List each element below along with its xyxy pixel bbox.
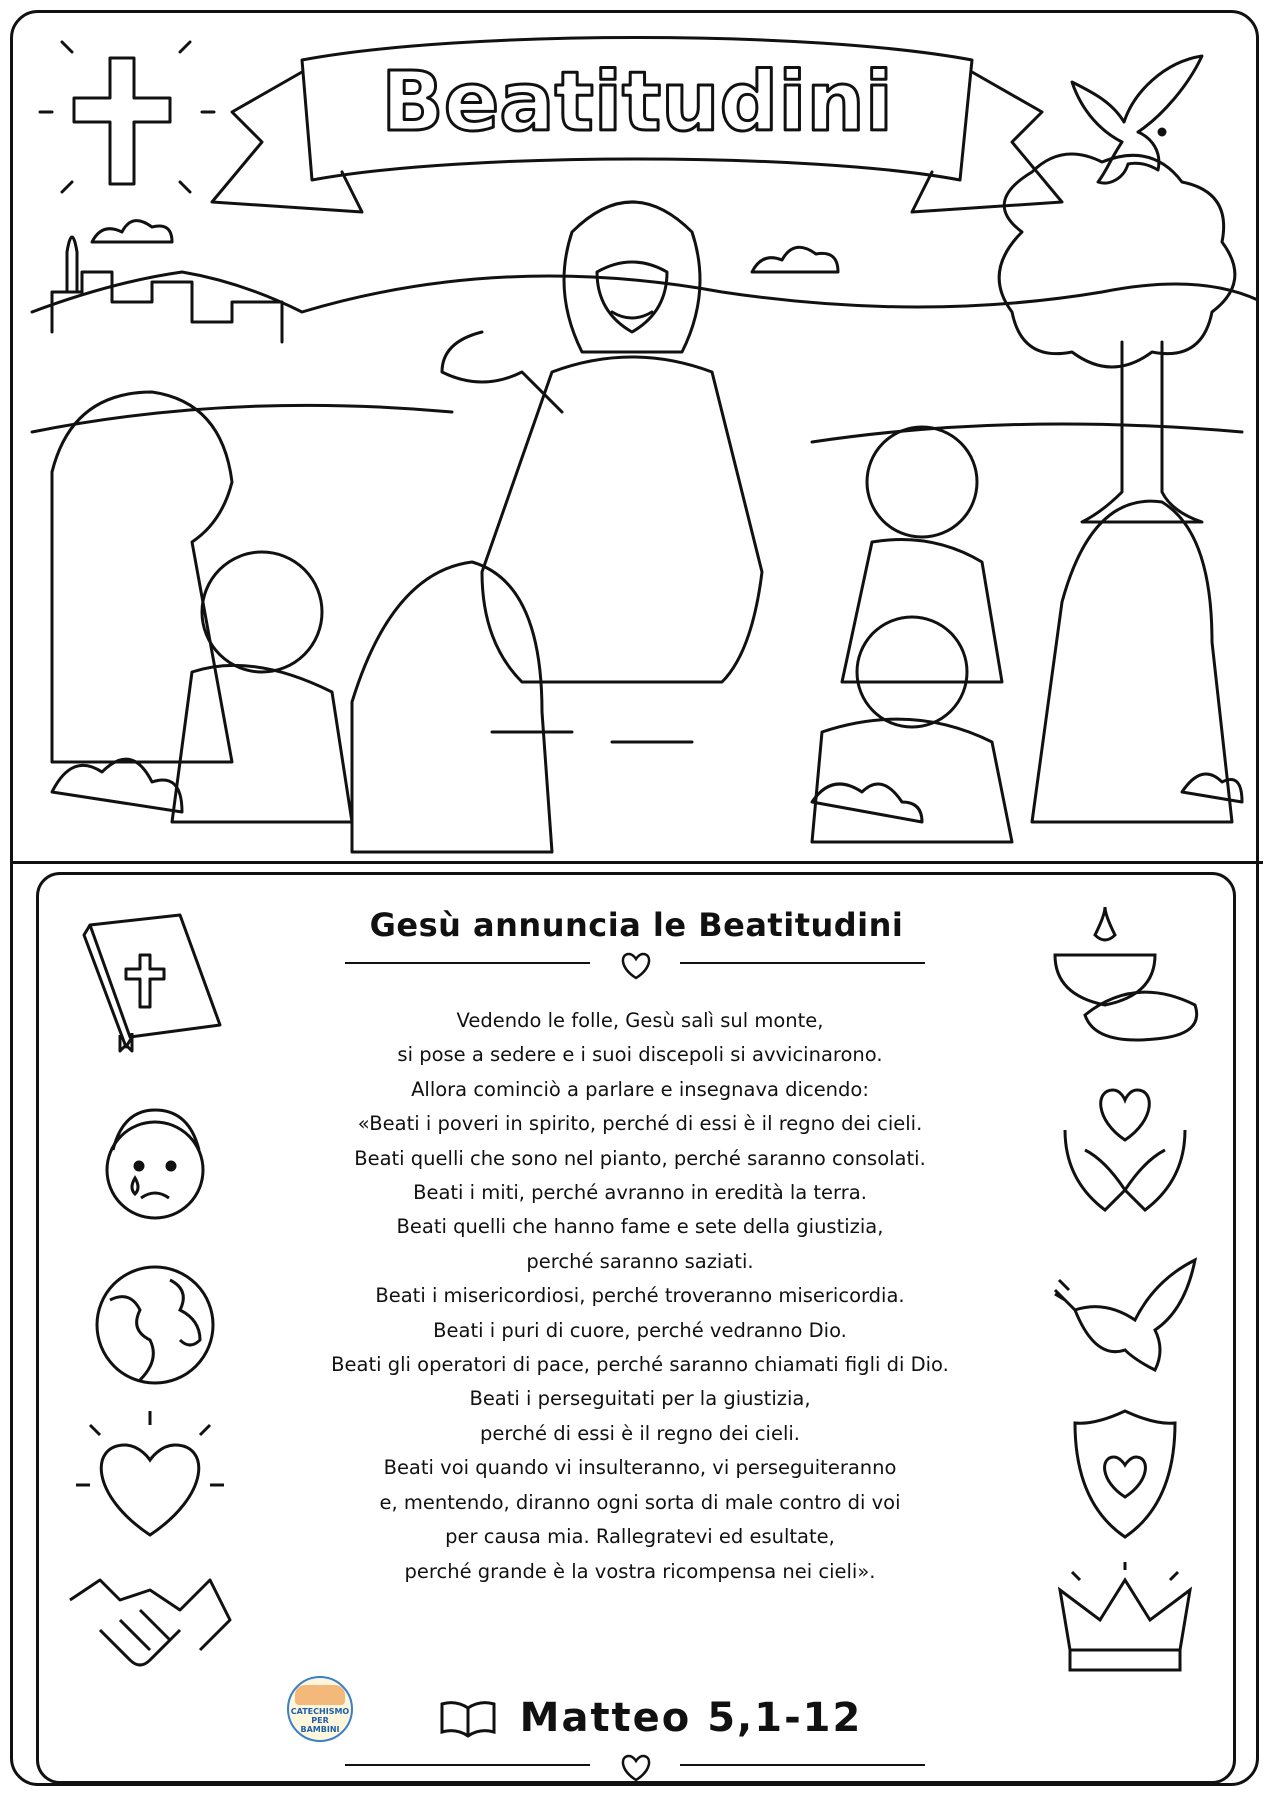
text-line: perché saranno saziati.	[526, 1249, 754, 1273]
text-line: Allora cominciò a parlare e insegnava dicendo:	[411, 1077, 869, 1101]
shield-heart-icon	[1070, 1405, 1180, 1545]
panel-heading: Gesù annuncia le Beatitudini	[369, 906, 904, 944]
sermon-illustration	[12, 12, 1258, 860]
footer-rule-left	[345, 1764, 590, 1766]
jesus-figure	[442, 202, 762, 742]
text-line: si pose a sedere e i suoi discepoli si avvicinarono.	[397, 1043, 883, 1067]
section-divider	[10, 861, 1263, 864]
text-line: Beati i perseguitati per la giustizia,	[469, 1387, 811, 1411]
text-line: e, mentendo, diranno ogni sorta di male contro di voi	[379, 1490, 901, 1514]
text-line: Vedendo le folle, Gesù salì sul monte,	[456, 1009, 824, 1032]
text-line: Beati quelli che hanno fame e sete della giustizia,	[396, 1215, 884, 1239]
heading-rule-right	[680, 962, 925, 964]
open-book-icon	[438, 1698, 498, 1738]
text-line: Beati i misericordiosi, perché troveranno misericordia.	[375, 1284, 905, 1308]
listeners	[52, 392, 1232, 852]
footer-rule-right	[680, 1764, 925, 1766]
hands-heart-icon	[1055, 1080, 1195, 1220]
scripture-reference	[400, 1690, 900, 1746]
text-line: Beati i miti, perché avranno in eredità la terra.	[413, 1181, 867, 1205]
tree	[999, 154, 1235, 522]
text-line: «Beati i poveri in spirito, perché di essi è il regno dei cieli.	[357, 1112, 923, 1136]
logo-line3: BAMBINI	[300, 1724, 340, 1734]
reference-text: Matteo 5,1-12	[519, 1695, 863, 1741]
dove-olive-icon	[1045, 1230, 1205, 1380]
title-banner	[212, 38, 1062, 213]
heart-icon	[70, 1405, 230, 1555]
logo-line2: PER	[311, 1715, 329, 1725]
text-line: Beati voi quando vi insulteranno, vi perseguiteranno	[383, 1456, 897, 1480]
crown-icon	[1040, 1560, 1210, 1690]
text-line: Beati i puri di cuore, perché vedranno Dio.	[433, 1318, 847, 1342]
text-line: Beati quelli che sono nel pianto, perché saranno consolati.	[354, 1146, 926, 1170]
banner-title: Beatitudini	[381, 55, 893, 150]
text-line: perché di essi è il regno dei cieli.	[479, 1421, 800, 1445]
logo-faces	[295, 1685, 345, 1705]
footer-heart-icon	[614, 1750, 658, 1784]
small-heart-icon	[614, 948, 658, 982]
beatitudes-text	[240, 1004, 1040, 1589]
text-line: perché grande è la vostra ricompensa nei cieli».	[404, 1559, 876, 1583]
logo-line1: CATECHISMO	[290, 1706, 350, 1716]
cross-icon	[40, 42, 214, 192]
dove-icon	[1072, 56, 1202, 183]
globe-icon	[90, 1260, 220, 1390]
catechismo-logo	[287, 1676, 353, 1742]
text-line: Beati gli operatori di pace, perché saranno chiamati figli di Dio.	[331, 1353, 949, 1377]
handshake-icon	[60, 1570, 235, 1680]
text-line: per causa mia. Rallegratevi ed esultate,	[445, 1525, 835, 1549]
crying-child-icon	[95, 1100, 215, 1230]
heading-rule-left	[345, 962, 590, 964]
